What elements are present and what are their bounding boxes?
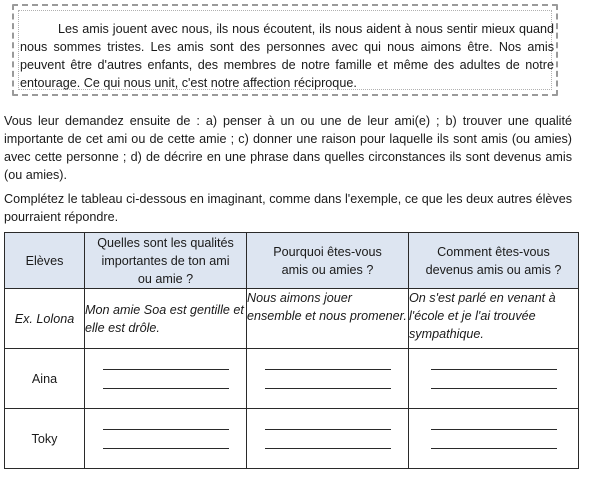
answer-cell-qualities [85,349,247,409]
answer-line [103,369,229,370]
answer-line [103,388,229,389]
example-why: Nous aimons jouer ensemble et nous promener. [247,289,409,349]
table-header-row [5,233,579,289]
answer-line [431,388,557,389]
header-how: Comment êtes-vous devenus amis ou amis ? [409,233,579,289]
answer-line [265,388,391,389]
header-students: Elèves [5,233,85,289]
student-name: Aina [5,349,85,409]
answer-line [431,448,557,449]
table-row [5,349,579,409]
example-how: On s'est parlé en venant à l'école et je l'ai trouvée sympathique. [409,289,579,349]
table-row-example [5,289,579,349]
header-why: Pourquoi êtes-vous amis ou amies ? [247,233,409,289]
answer-cell-qualities [85,409,247,469]
answers-table [4,232,579,469]
answer-line [103,429,229,430]
passage-text: Les amis jouent avec nous, ils nous écoutent, ils nous aident à nous sentir mieux quand nous sommes tristes. Les amis sont des personnes avec qui nous aimons être. Nos amis peuvent être d'autres enfants, des membres de notre famille et même des adultes de notre entourage. Ce qui nous unit, c'est notre affection réciproque. [20,22,554,90]
example-student-name: Ex. Lolona [5,289,85,349]
answer-line [431,429,557,430]
reading-passage [20,20,554,92]
answer-line [265,369,391,370]
answer-cell-why [247,349,409,409]
example-qualities: Mon amie Soa est gentille et elle est drôle. [85,289,247,349]
answer-line [265,429,391,430]
instructions-paragraph-2: Complétez le tableau ci-dessous en imaginant, comme dans l'exemple, ce que les deux autres élèves pourraient répondre. [4,192,572,224]
answer-line [265,448,391,449]
answer-line [103,448,229,449]
student-name: Toky [5,409,85,469]
answer-cell-how [409,409,579,469]
answer-cell-why [247,409,409,469]
header-qualities: Quelles sont les qualités importantes de ton ami ou amie ? [85,233,247,289]
answer-line [431,369,557,370]
instructions-paragraph-1: Vous leur demandez ensuite de : a) penser à un ou une de leur ami(e) ; b) trouver une qualité importante de cet ami ou de cette amie ; c) donner une raison pour laquelle ils sont amis (ou amies) avec cette personne ; d) de décrire en une phrase dans quelles circonstances ils sont devenus amis (ou amies). [4,114,572,182]
answer-cell-how [409,349,579,409]
table-row [5,409,579,469]
